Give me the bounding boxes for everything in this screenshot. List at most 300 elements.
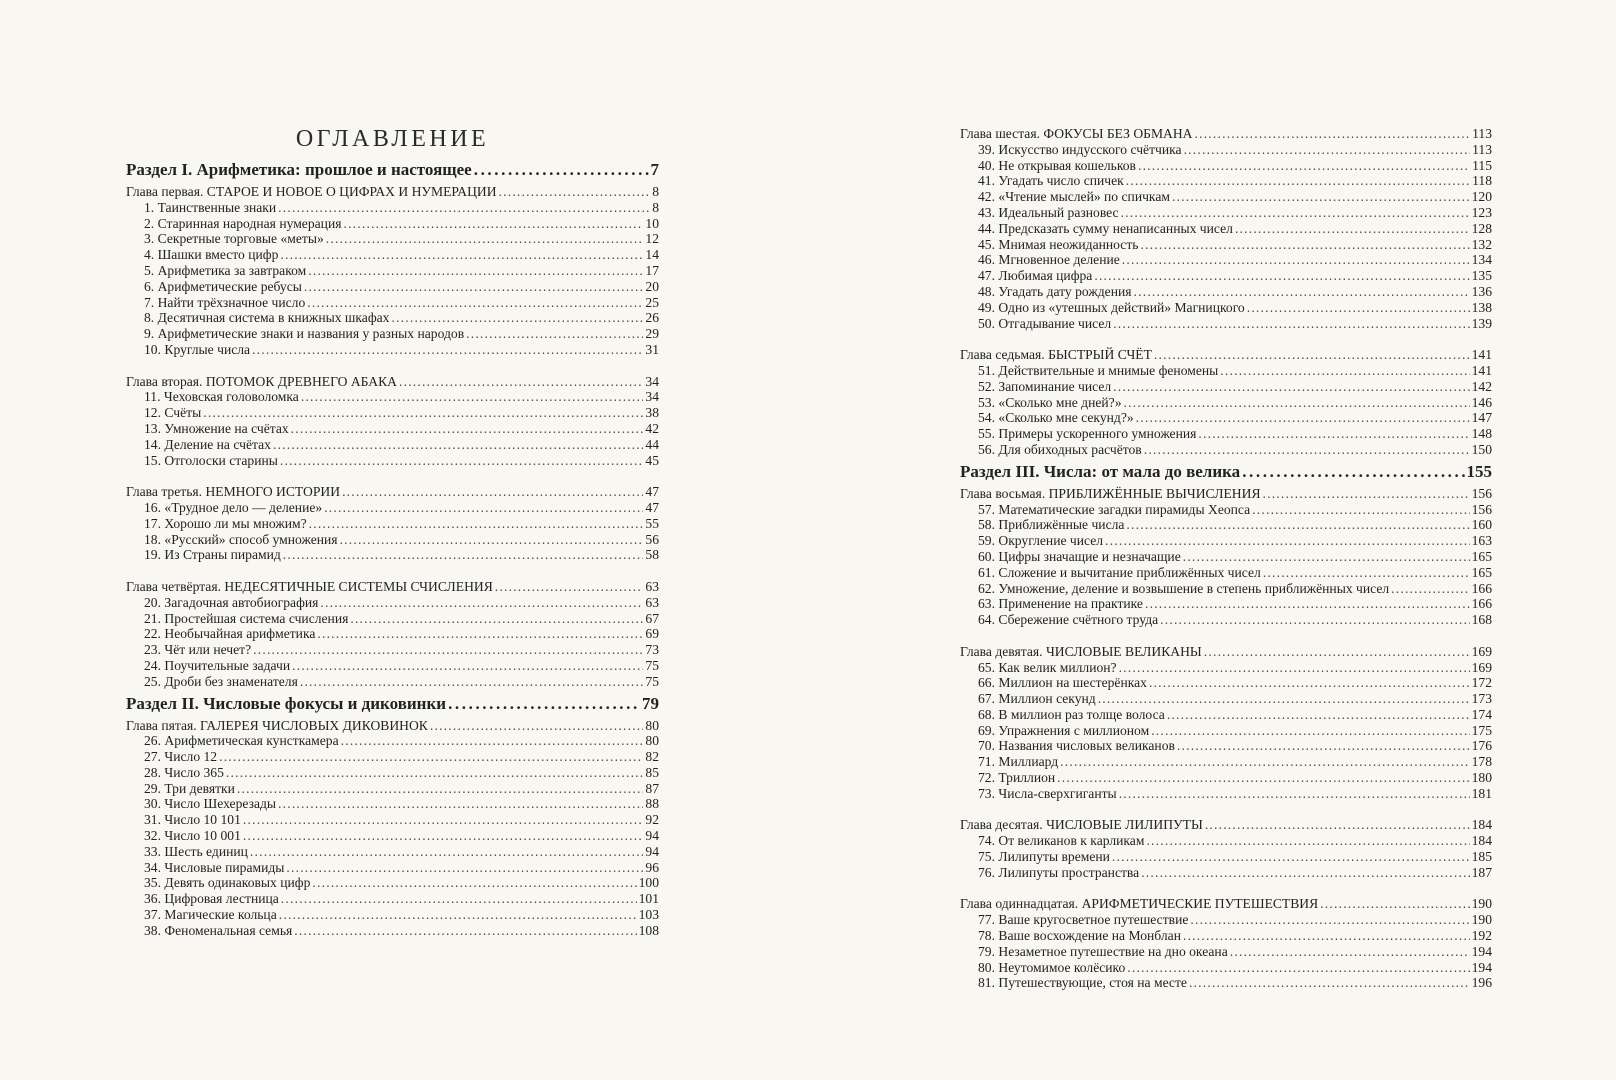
- dot-leader: [1149, 675, 1470, 691]
- toc-entry-label: Глава шестая. ФОКУСЫ БЕЗ ОБМАНА: [960, 126, 1193, 141]
- toc-entry-label: 67. Миллион секунд: [978, 691, 1096, 707]
- toc-entry-label: 62. Умножение, деление и возвышение в степень приближённых чисел: [978, 580, 1390, 596]
- toc-item-entry[interactable]: [126, 547, 659, 563]
- dot-leader: [1177, 738, 1470, 754]
- dot-leader: [1263, 486, 1470, 502]
- dot-leader: [301, 389, 644, 405]
- toc-entry-page-number: 136: [1471, 283, 1492, 299]
- toc-chapter-entry[interactable]: [960, 644, 1492, 660]
- dot-leader: [294, 923, 636, 939]
- toc-entry-label: 15. Отголоски старины: [144, 452, 278, 468]
- toc-entry-label: 47. Любимая цифра: [978, 268, 1093, 284]
- toc-entry-label: 30. Число Шехерезады: [144, 796, 277, 812]
- toc-entry-label: 72. Триллион: [978, 770, 1056, 786]
- toc-item-entry[interactable]: [960, 865, 1492, 881]
- toc-entry-label: 69. Упражнения с миллионом: [978, 722, 1150, 738]
- dot-leader: [307, 295, 643, 311]
- toc-item-entry[interactable]: [126, 405, 659, 421]
- toc-left-page: [126, 0, 659, 939]
- dot-leader: [1204, 644, 1470, 660]
- toc-chapter-entry[interactable]: [960, 126, 1492, 142]
- toc-entry-page-number: 87: [645, 780, 659, 796]
- dot-leader: [499, 184, 651, 200]
- toc-entry-page-number: 142: [1471, 378, 1492, 394]
- toc-spacer: [126, 468, 659, 484]
- toc-entry-label: 6. Арифметические ребусы: [144, 278, 302, 294]
- toc-chapter-entry[interactable]: [126, 184, 659, 200]
- toc-item-entry[interactable]: [960, 142, 1492, 158]
- toc-item-entry[interactable]: [960, 410, 1492, 426]
- dot-leader: [1172, 189, 1470, 205]
- toc-entry-label: 19. Из Страны пирамид: [144, 547, 281, 563]
- toc-entry-page-number: 194: [1471, 943, 1492, 959]
- toc-entry-page-number: 80: [645, 733, 659, 749]
- toc-item-entry[interactable]: [126, 907, 659, 923]
- toc-entry-label: 10. Круглые числа: [144, 341, 251, 357]
- dot-leader: [280, 247, 643, 263]
- toc-entry-label: 75. Лилипуты времени: [978, 849, 1110, 865]
- dot-leader: [1198, 426, 1469, 442]
- toc-item-entry[interactable]: [126, 500, 659, 516]
- dot-leader: [1134, 284, 1470, 300]
- toc-entry-page-number: 169: [1471, 659, 1492, 675]
- toc-item-entry[interactable]: [126, 611, 659, 627]
- toc-entry-label: 60. Цифры значащие и незначащие: [978, 548, 1181, 564]
- toc-item-entry[interactable]: [960, 363, 1492, 379]
- toc-entry-page-number: 192: [1471, 928, 1492, 944]
- toc-entry-page-number: 55: [645, 515, 659, 531]
- dot-leader: [317, 626, 643, 642]
- toc-entry-page-number: 45: [645, 452, 659, 468]
- toc-item-entry[interactable]: [960, 549, 1492, 565]
- toc-item-entry[interactable]: [960, 173, 1492, 189]
- dot-leader: [312, 875, 636, 891]
- dot-leader: [1263, 565, 1470, 581]
- toc-entry-page-number: 7: [650, 160, 659, 179]
- toc-entry-page-number: 165: [1471, 564, 1492, 580]
- dot-leader: [1167, 707, 1470, 723]
- toc-entry-page-number: 180: [1471, 770, 1492, 786]
- dot-leader: [1057, 770, 1469, 786]
- toc-entry-page-number: 118: [1472, 173, 1492, 189]
- toc-entry-label: 46. Мгновенное деление: [978, 252, 1120, 268]
- toc-entry-page-number: 58: [645, 547, 659, 563]
- toc-item-entry[interactable]: [126, 796, 659, 812]
- toc-item-entry[interactable]: [960, 533, 1492, 549]
- toc-item-entry[interactable]: [960, 158, 1492, 174]
- toc-entry-page-number: 113: [1472, 141, 1492, 157]
- toc-item-entry[interactable]: [126, 263, 659, 279]
- toc-entry-page-number: 156: [1471, 501, 1492, 517]
- toc-right-page: [960, 0, 1492, 991]
- toc-item-entry[interactable]: [960, 928, 1492, 944]
- toc-entry-label: Глава пятая. ГАЛЕРЕЯ ЧИСЛОВЫХ ДИКОВИНОК: [126, 717, 428, 733]
- dot-leader: [253, 642, 643, 658]
- toc-item-entry[interactable]: [960, 502, 1492, 518]
- toc-entry-label: 45. Мнимая неожиданность: [978, 236, 1139, 252]
- toc-chapter-entry[interactable]: [960, 817, 1492, 833]
- toc-entry-label: 63. Применение на практике: [978, 596, 1143, 612]
- toc-entry-label: Глава вторая. ПОТОМОК ДРЕВНЕГО АБАКА: [126, 373, 397, 389]
- toc-entry-label: 33. Шесть единиц: [144, 843, 248, 859]
- toc-spacer: [960, 802, 1492, 818]
- toc-entry-label: 55. Примеры ускоренного умножения: [978, 426, 1197, 442]
- dot-leader: [1242, 458, 1464, 486]
- toc-item-entry[interactable]: [126, 247, 659, 263]
- dot-leader: [1145, 596, 1470, 612]
- toc-entry-label: 7. Найти трёхзначное число: [144, 294, 306, 310]
- toc-item-entry[interactable]: [960, 517, 1492, 533]
- toc-spacer: [960, 628, 1492, 644]
- toc-item-entry[interactable]: [126, 389, 659, 405]
- toc-item-entry[interactable]: [960, 833, 1492, 849]
- toc-chapter-entry[interactable]: [960, 347, 1492, 363]
- toc-entry-label: 18. «Русский» способ умножения: [144, 531, 338, 547]
- toc-entry-page-number: 92: [645, 812, 659, 828]
- toc-entry-label: 48. Угадать дату рождения: [978, 283, 1132, 299]
- toc-entry-label: 14. Деление на счётах: [144, 436, 271, 452]
- toc-item-entry[interactable]: [960, 205, 1492, 221]
- toc-entry-page-number: 82: [645, 749, 659, 765]
- toc-entry-label: 49. Одно из «утешных действий» Магницкого: [978, 299, 1245, 315]
- toc-entry-label: 5. Арифметика за завтраком: [144, 262, 307, 278]
- toc-item-entry[interactable]: [960, 944, 1492, 960]
- toc-entry-page-number: 88: [645, 796, 659, 812]
- toc-item-entry[interactable]: [126, 875, 659, 891]
- toc-chapter-entry[interactable]: [960, 896, 1492, 912]
- toc-item-entry[interactable]: [126, 516, 659, 532]
- dot-leader: [278, 200, 650, 216]
- toc-entry-label: 73. Числа-сверхгиганты: [978, 785, 1117, 801]
- toc-entry-label: 37. Магические кольца: [144, 907, 277, 923]
- dot-leader: [1060, 754, 1469, 770]
- toc-item-entry[interactable]: [960, 221, 1492, 237]
- toc-entry-page-number: 100: [638, 875, 659, 891]
- dot-leader: [1121, 205, 1470, 221]
- toc-entry-label: Раздел II. Числовые фокусы и диковинки: [126, 693, 447, 713]
- toc-entry-label: 52. Запоминание чисел: [978, 378, 1112, 394]
- toc-item-entry[interactable]: [960, 426, 1492, 442]
- toc-entry-label: 77. Ваше кругосветное путешествие: [978, 912, 1189, 928]
- dot-leader: [286, 860, 643, 876]
- toc-entry-label: 3. Секретные торговые «меты»: [144, 231, 324, 247]
- dot-leader: [1119, 660, 1470, 676]
- toc-entry-page-number: 147: [1471, 410, 1492, 426]
- toc-entry-label: 8. Десятичная система в книжных шкафах: [144, 310, 390, 326]
- toc-item-entry[interactable]: [960, 738, 1492, 754]
- dot-leader: [1094, 268, 1469, 284]
- toc-chapter-entry[interactable]: [960, 486, 1492, 502]
- toc-entry-page-number: 80: [645, 717, 659, 733]
- toc-chapter-entry[interactable]: [126, 484, 659, 500]
- toc-entry-page-number: 12: [645, 231, 659, 247]
- toc-item-entry[interactable]: [960, 237, 1492, 253]
- toc-entry-label: 65. Как велик миллион?: [978, 659, 1117, 675]
- toc-entry-label: Глава третья. НЕМНОГО ИСТОРИИ: [126, 484, 341, 500]
- toc-item-entry[interactable]: [960, 786, 1492, 802]
- toc-item-entry[interactable]: [126, 295, 659, 311]
- toc-item-entry[interactable]: [960, 268, 1492, 284]
- toc-item-entry[interactable]: [126, 891, 659, 907]
- toc-entry-label: Глава одиннадцатая. АРИФМЕТИЧЕСКИЕ ПУТЕШЕСТВИЯ: [960, 896, 1319, 912]
- toc-entry-page-number: 194: [1471, 959, 1492, 975]
- toc-entry-page-number: 150: [1471, 441, 1492, 457]
- toc-section-entry[interactable]: [126, 690, 659, 718]
- toc-spacer: [960, 881, 1492, 897]
- toc-entry-label: 21. Простейшая система счисления: [144, 610, 349, 626]
- toc-entry-page-number: 185: [1471, 849, 1492, 865]
- toc-entry-label: 56. Для обиходных расчётов: [978, 441, 1142, 457]
- toc-entry-label: 12. Счёты: [144, 405, 202, 421]
- toc-entry-label: Глава четвёртая. НЕДЕСЯТИЧНЫЕ СИСТЕМЫ СЧИСЛЕНИЯ: [126, 578, 493, 594]
- dot-leader: [292, 658, 643, 674]
- toc-entry-label: Глава седьмая. БЫСТРЫЙ СЧЁТ: [960, 347, 1152, 363]
- toc-item-entry[interactable]: [126, 642, 659, 658]
- dot-leader: [326, 231, 644, 247]
- toc-entry-label: 80. Неутомимое колёсико: [978, 959, 1126, 975]
- toc-entry-label: 78. Ваше восхождение на Монблан: [978, 928, 1181, 944]
- dot-leader: [1391, 581, 1469, 597]
- toc-entry-page-number: 113: [1472, 126, 1492, 141]
- toc-entry-label: 61. Сложение и вычитание приближённых чисел: [978, 564, 1261, 580]
- toc-entry-page-number: 8: [652, 184, 659, 199]
- toc-entry-page-number: 166: [1471, 596, 1492, 612]
- toc-entry-page-number: 38: [645, 405, 659, 421]
- toc-entry-page-number: 108: [638, 922, 659, 938]
- toc-entry-label: 79. Незаметное путешествие на дно океана: [978, 943, 1228, 959]
- toc-entry-page-number: 163: [1471, 533, 1492, 549]
- toc-entry-label: Раздел III. Числа: от мала до велика: [960, 461, 1241, 481]
- dot-leader: [1184, 142, 1471, 158]
- toc-entry-label: 13. Умножение на счётах: [144, 420, 289, 436]
- dot-leader: [283, 547, 644, 563]
- toc-item-entry[interactable]: [126, 765, 659, 781]
- toc-entry-label: 32. Число 10 001: [144, 828, 241, 844]
- dot-leader: [1140, 237, 1469, 253]
- dot-leader: [430, 718, 644, 734]
- toc-item-entry[interactable]: [960, 442, 1492, 458]
- toc-item-entry[interactable]: [126, 437, 659, 453]
- toc-item-entry[interactable]: [126, 781, 659, 797]
- toc-item-entry[interactable]: [126, 923, 659, 939]
- dot-leader: [1160, 612, 1469, 628]
- toc-item-entry[interactable]: [960, 691, 1492, 707]
- dot-leader: [1098, 691, 1470, 707]
- toc-item-entry[interactable]: [126, 626, 659, 642]
- toc-item-entry[interactable]: [960, 565, 1492, 581]
- dot-leader: [291, 421, 644, 437]
- toc-left-entries: [126, 156, 659, 939]
- toc-entry-page-number: 176: [1471, 738, 1492, 754]
- toc-item-entry[interactable]: [126, 532, 659, 548]
- toc-item-entry[interactable]: [126, 828, 659, 844]
- toc-chapter-entry[interactable]: [126, 374, 659, 390]
- toc-item-entry[interactable]: [960, 960, 1492, 976]
- toc-entry-page-number: 31: [645, 341, 659, 357]
- toc-entry-page-number: 141: [1471, 347, 1492, 363]
- toc-item-entry[interactable]: [960, 707, 1492, 723]
- toc-entry-label: 34. Числовые пирамиды: [144, 859, 285, 875]
- toc-entry-label: 41. Угадать число спичек: [978, 173, 1124, 189]
- dot-leader: [308, 263, 643, 279]
- dot-leader: [1235, 221, 1470, 237]
- toc-item-entry[interactable]: [960, 770, 1492, 786]
- toc-spacer: [960, 331, 1492, 347]
- toc-right-entries: [960, 126, 1492, 991]
- dot-leader: [1126, 517, 1469, 533]
- toc-entry-label: 66. Миллион на шестерёнках: [978, 675, 1147, 691]
- toc-entry-page-number: 184: [1471, 833, 1492, 849]
- toc-entry-label: 50. Отгадывание чисел: [978, 315, 1112, 331]
- toc-item-entry[interactable]: [960, 912, 1492, 928]
- toc-entry-page-number: 101: [638, 891, 659, 907]
- dot-leader: [391, 310, 643, 326]
- toc-item-entry[interactable]: [960, 379, 1492, 395]
- toc-item-entry[interactable]: [960, 284, 1492, 300]
- toc-entry-page-number: 20: [645, 278, 659, 294]
- toc-item-entry[interactable]: [126, 658, 659, 674]
- toc-item-entry[interactable]: [126, 200, 659, 216]
- dot-leader: [1189, 975, 1470, 991]
- dot-leader: [1183, 549, 1470, 565]
- toc-item-entry[interactable]: [126, 749, 659, 765]
- dot-leader: [1136, 410, 1470, 426]
- toc-entry-label: 31. Число 10 101: [144, 812, 241, 828]
- dot-leader: [466, 326, 643, 342]
- toc-item-entry[interactable]: [960, 596, 1492, 612]
- toc-item-entry[interactable]: [960, 300, 1492, 316]
- toc-entry-page-number: 123: [1471, 204, 1492, 220]
- toc-item-entry[interactable]: [126, 310, 659, 326]
- toc-entry-label: 53. «Сколько мне дней?»: [978, 394, 1122, 410]
- toc-entry-page-number: 168: [1471, 612, 1492, 628]
- toc-item-entry[interactable]: [126, 860, 659, 876]
- dot-leader: [252, 342, 643, 358]
- dot-leader: [304, 279, 644, 295]
- toc-entry-page-number: 63: [645, 578, 659, 594]
- toc-item-entry[interactable]: [126, 844, 659, 860]
- toc-entry-label: 1. Таинственные знаки: [144, 199, 277, 215]
- toc-item-entry[interactable]: [960, 252, 1492, 268]
- dot-leader: [1146, 833, 1469, 849]
- toc-entry-page-number: 75: [645, 673, 659, 689]
- toc-entry-page-number: 135: [1471, 268, 1492, 284]
- toc-entry-page-number: 94: [645, 843, 659, 859]
- toc-item-entry[interactable]: [960, 316, 1492, 332]
- toc-item-entry[interactable]: [126, 231, 659, 247]
- toc-entry-page-number: 67: [645, 610, 659, 626]
- toc-item-entry[interactable]: [960, 675, 1492, 691]
- toc-entry-label: 11. Чеховская головоломка: [144, 389, 299, 405]
- toc-entry-label: 68. В миллион раз толще волоса: [978, 706, 1165, 722]
- dot-leader: [243, 828, 644, 844]
- toc-entry-page-number: 75: [645, 657, 659, 673]
- toc-entry-page-number: 29: [645, 326, 659, 342]
- toc-item-entry[interactable]: [960, 723, 1492, 739]
- dot-leader: [280, 453, 644, 469]
- toc-entry-page-number: 79: [642, 693, 659, 713]
- toc-item-entry[interactable]: [126, 595, 659, 611]
- toc-section-entry[interactable]: [960, 458, 1492, 486]
- toc-item-entry[interactable]: [126, 453, 659, 469]
- dot-leader: [226, 765, 644, 781]
- toc-entry-label: 38. Феноменальная семья: [144, 922, 293, 938]
- toc-item-entry[interactable]: [960, 975, 1492, 991]
- toc-item-entry[interactable]: [960, 395, 1492, 411]
- toc-entry-page-number: 184: [1471, 817, 1492, 833]
- toc-entry-page-number: 181: [1471, 785, 1492, 801]
- toc-entry-label: 25. Дроби без знаменателя: [144, 673, 298, 689]
- toc-entry-page-number: 25: [645, 294, 659, 310]
- toc-item-entry[interactable]: [960, 660, 1492, 676]
- toc-item-entry[interactable]: [126, 812, 659, 828]
- toc-item-entry[interactable]: [126, 326, 659, 342]
- toc-section-entry[interactable]: [126, 156, 659, 184]
- toc-entry-page-number: 138: [1471, 299, 1492, 315]
- dot-leader: [300, 674, 644, 690]
- toc-entry-label: 76. Лилипуты пространства: [978, 864, 1140, 880]
- toc-item-entry[interactable]: [126, 216, 659, 232]
- toc-item-entry[interactable]: [126, 674, 659, 690]
- dot-leader: [1113, 379, 1469, 395]
- toc-item-entry[interactable]: [960, 849, 1492, 865]
- toc-entry-page-number: 155: [1466, 461, 1492, 481]
- toc-entry-label: 35. Девять одинаковых цифр: [144, 875, 311, 891]
- toc-entry-page-number: 139: [1471, 315, 1492, 331]
- dot-leader: [1105, 533, 1470, 549]
- toc-entry-page-number: 175: [1471, 722, 1492, 738]
- dot-leader: [1122, 252, 1470, 268]
- toc-item-entry[interactable]: [126, 279, 659, 295]
- toc-item-entry[interactable]: [960, 189, 1492, 205]
- toc-entry-label: 74. От великанов к карликам: [978, 833, 1145, 849]
- dot-leader: [1119, 786, 1470, 802]
- toc-entry-label: 43. Идеальный разновес: [978, 204, 1119, 220]
- toc-entry-label: Глава восьмая. ПРИБЛИЖЁННЫЕ ВЫЧИСЛЕНИЯ: [960, 485, 1261, 501]
- toc-entry-page-number: 190: [1471, 912, 1492, 928]
- toc-entry-label: 58. Приближённые числа: [978, 517, 1125, 533]
- dot-leader: [1195, 126, 1471, 142]
- toc-entry-label: 42. «Чтение мыслей» по спичкам: [978, 189, 1170, 205]
- toc-entry-page-number: 42: [645, 420, 659, 436]
- toc-entry-label: 81. Путешествующие, стоя на месте: [978, 975, 1187, 991]
- toc-item-entry[interactable]: [126, 421, 659, 437]
- toc-entry-label: 2. Старинная народная нумерация: [144, 215, 342, 231]
- dot-leader: [342, 484, 643, 500]
- toc-item-entry[interactable]: [126, 733, 659, 749]
- toc-entry-page-number: 128: [1471, 220, 1492, 236]
- dot-leader: [474, 156, 649, 184]
- toc-chapter-entry[interactable]: [126, 718, 659, 734]
- toc-chapter-entry[interactable]: [126, 579, 659, 595]
- toc-entry-label: 28. Число 365: [144, 764, 224, 780]
- toc-entry-label: Глава девятая. ЧИСЛОВЫЕ ВЕЛИКАНЫ: [960, 643, 1202, 659]
- toc-item-entry[interactable]: [960, 581, 1492, 597]
- toc-entry-label: Глава первая. СТАРОЕ И НОВОЕ О ЦИФРАХ И НУМЕРАЦИИ: [126, 184, 497, 199]
- toc-item-entry[interactable]: [960, 612, 1492, 628]
- dot-leader: [243, 812, 644, 828]
- toc-spacer: [126, 358, 659, 374]
- toc-item-entry[interactable]: [960, 754, 1492, 770]
- dot-leader: [1126, 173, 1470, 189]
- dot-leader: [273, 437, 643, 453]
- toc-entry-page-number: 85: [645, 764, 659, 780]
- dot-leader: [1230, 944, 1470, 960]
- dot-leader: [1252, 502, 1469, 518]
- toc-entry-page-number: 160: [1471, 517, 1492, 533]
- toc-entry-page-number: 120: [1471, 189, 1492, 205]
- toc-item-entry[interactable]: [126, 342, 659, 358]
